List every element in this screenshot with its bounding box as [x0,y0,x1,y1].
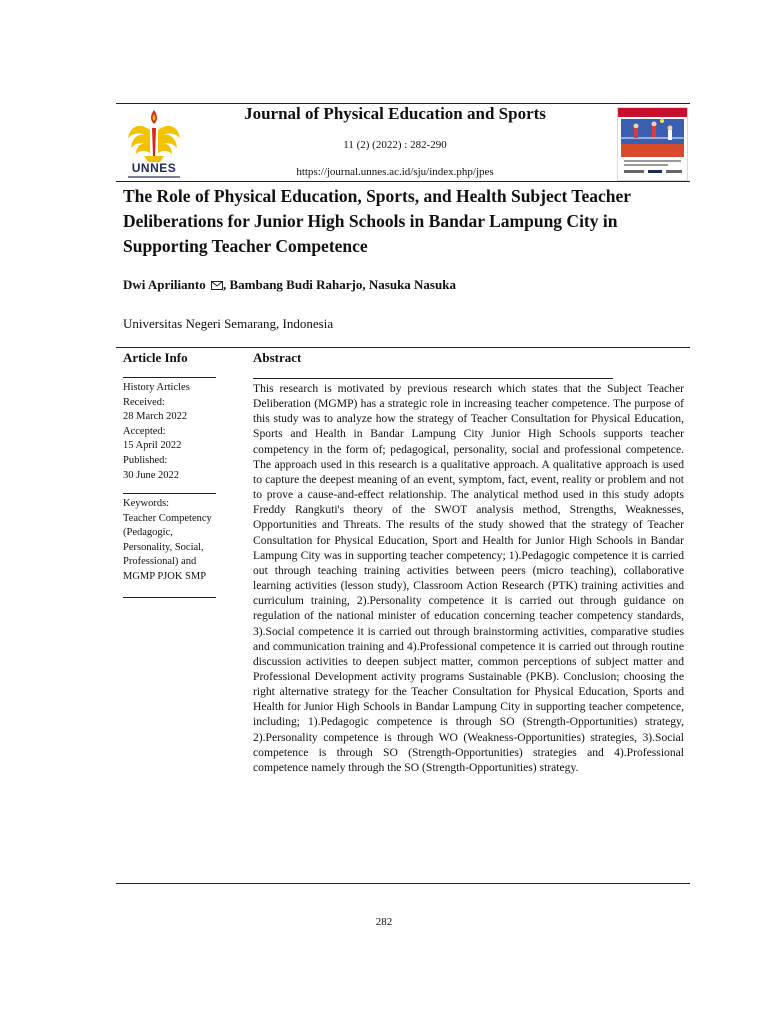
journal-cover-image [617,107,688,181]
abstract-heading: Abstract [253,350,302,365]
journal-title: Journal of Physical Education and Sports [244,104,546,123]
logo-tagline-bar [128,176,180,178]
section-top-rule [116,347,690,348]
page-number: 282 [375,916,393,928]
history-rule [123,493,216,494]
author-list [123,277,456,294]
affiliation: Universitas Negeri Semarang, Indonesia [123,316,334,331]
accepted-label: Accepted: [123,425,166,437]
journal-issue: 11 (2) (2022) : 282-290 [343,139,447,151]
author-first: Dwi Aprilianto [123,277,206,292]
article-info-heading: Article Info [123,350,188,365]
unnes-logo [122,104,186,180]
keywords-rule [123,597,216,598]
keyword-line: Teacher Competency [123,512,212,524]
paper-title: The Role of Physical Education, Sports, and Health Subject Teacher Deliberations for Junior High Schools in Bandar Lampung City in Supporting Teacher Competence [123,186,631,256]
received-label: Received: [123,396,165,408]
history-block [123,381,233,483]
email-icon[interactable] [211,278,223,294]
keyword-line: MGMP PJOK SMP [123,570,207,582]
section-bottom-rule [116,883,690,884]
abstract-text: This research is motivated by previous research which states that the Subject Teacher Deliberation (MGMP) has a strategic role in increasing teacher competence. The purpose of this study was to analyze how the strategy of Teacher Consultation for Physical Education, Sports and Health in Bandar Lampung City Junior High Schools supports teacher competency in the form of; pedagogical, personality, social and professional competence. The approach used in this research is a qualitative approach. A qualitative approach is used to capture the deepest meaning of an event, symptom, fact, event, reality or problem and not to prove a cause-and-effect relationship. The analytical method used in this study adopts Freddy Rangkuti's theory of the SWOT analysis method, Strengths, Weaknesses, Opportunities and Threats. The results of the study showed that the strategy of Teacher Consultation for Physical Education, Sport and Health for Junior High Schools in Bandar Lampung City was in supporting teacher competency; 1).Pedagogic competence it is carried out through teaching training activities between peers (micro teaching), collaborative learning activities (lesson study), Classroom Action Research (PTK) training activities and curriculum training, 2).Personality competence it is carried out through guidance on regulation of the national minister of education concerning teacher competency standards, 3).Social competence it is carried out through brainstorming activities, comparative studies and communication training and 4).Professional competence it is carried out through routine discussion activities to deepen subject matter, common perceptions of subject matter and Professional Development activity programs Sustainable (PKB). Conclusion; choosing the right alternative strategy for the Teacher Consultation for Physical Education, Sports and Health for Junior High Schools in Bandar Lampung City in supporting teacher competence, including; 1).Pedagogic competence is through SO (Strength-Opportunities) strategy, 2).Personality competence is through WO (Weakness-Opportunities) strategies, 3).Social competence is through SO (Strength-Opportunities) strategies and 4).Professional competence namely through the SO (Strength-Opportunities) strategy. [253,382,684,774]
history-heading: History Articles [123,382,190,393]
keyword-line: (Pedagogic, [123,527,173,539]
journal-url[interactable]: https://journal.unnes.ac.id/sju/index.php/jpes [296,166,494,178]
published-label: Published: [123,454,168,466]
abstract-rule [253,378,613,379]
keywords-block [123,497,233,585]
header-bottom-rule [116,181,690,182]
accepted-date: 15 April 2022 [123,440,182,452]
logo-wordmark: UNNES [131,161,177,175]
published-date: 30 June 2022 [123,469,179,481]
author-others: , Bambang Budi Raharjo, Nasuka Nasuka [222,277,456,292]
keywords-label: Keywords: [123,498,170,509]
keyword-line: Professional) and [123,556,197,568]
article-info-rule [123,377,216,378]
keyword-line: Personality, Social, [123,541,204,553]
received-date: 28 March 2022 [123,411,188,423]
